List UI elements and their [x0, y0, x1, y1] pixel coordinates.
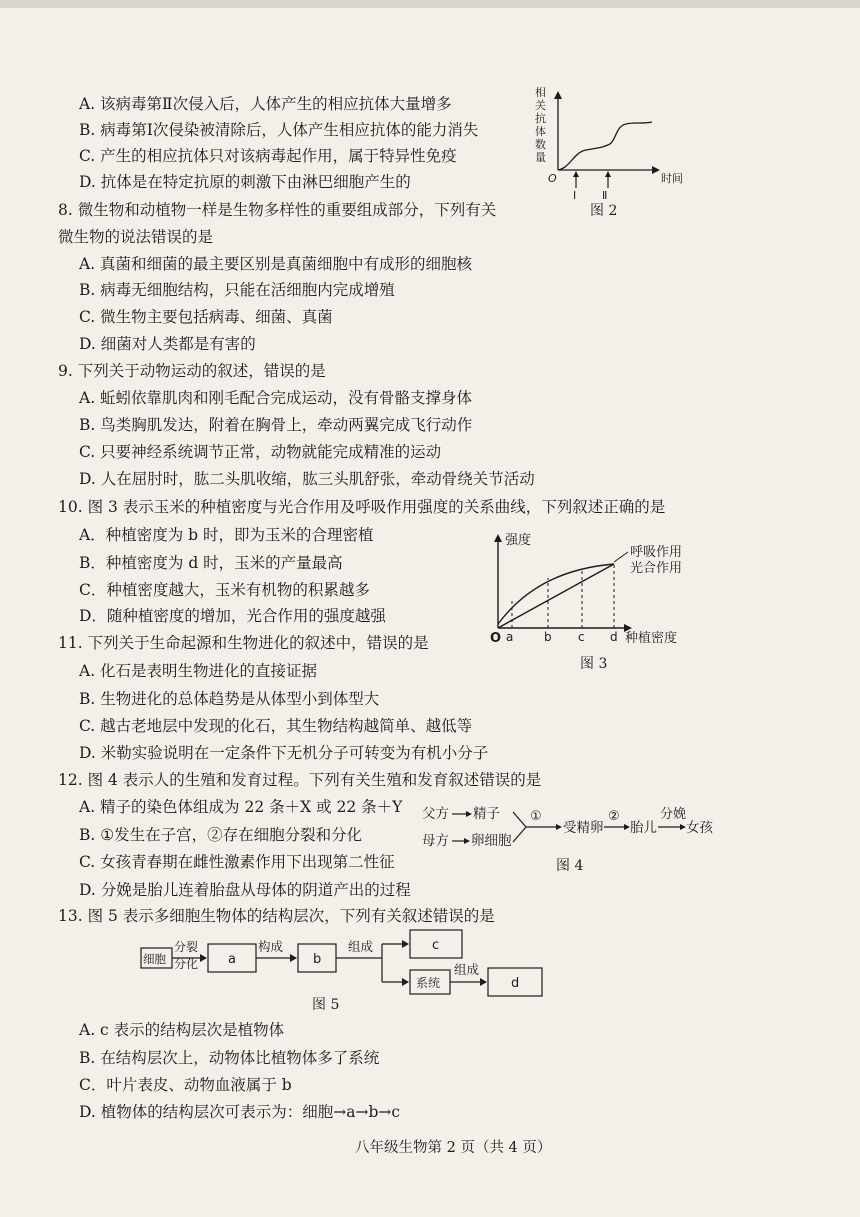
fig4-zygote: 受精卵: [563, 820, 604, 836]
q8-stem-line1: 8. 微生物和动植物一样是生物多样性的重要组成部分，下列有关: [58, 201, 497, 219]
fig3-caption: 图 3: [580, 656, 608, 672]
fig3-tick-a: a: [506, 630, 514, 644]
q9-option-a: A. 蚯蚓依靠肌肉和刚毛配合完成运动，没有骨骼支撑身体: [79, 389, 473, 407]
fig2-caption: 图 2: [590, 203, 618, 219]
fig5-b: b: [313, 952, 322, 967]
fig2-origin: O: [548, 172, 557, 185]
q12-option-c: C. 女孩青春期在雌性激素作用下出现第二性征: [79, 853, 395, 871]
fig5-cell: 细胞: [143, 952, 166, 966]
fig2-xlabel: 时间: [661, 172, 683, 185]
fig2-tick-1: Ⅰ: [573, 189, 577, 202]
fig3-curve-photosynthesis-label: 光合作用: [630, 561, 683, 576]
q8-option-b: B. 病毒无细胞结构，只能在活细胞内完成增殖: [79, 281, 395, 299]
page-footer: 八年级生物第 2 页（共 4 页）: [355, 1140, 552, 1156]
fig3-tick-c: c: [578, 630, 585, 644]
figure-3-density-graph: [488, 526, 688, 646]
fig4-caption: 图 4: [556, 858, 584, 874]
fig5-d: d: [511, 976, 520, 991]
figure-2-antibody-graph: [528, 82, 698, 217]
q11-stem: 11. 下列关于生命起源和生物进化的叙述中，错误的是: [58, 634, 429, 652]
q13-option-a: A. c 表示的结构层次是植物体: [79, 1021, 285, 1039]
fig3-origin: O: [490, 631, 502, 646]
q7-option-a: A. 该病毒第Ⅱ次侵入后，人体产生的相应抗体大量增多: [79, 95, 452, 113]
fig4-girl: 女孩: [686, 820, 713, 836]
fig3-curve-respiration-label: 呼吸作用: [630, 545, 683, 560]
fig4-sperm: 精子: [473, 806, 500, 822]
q7-option-d: D. 抗体是在特定抗原的刺激下由淋巴细胞产生的: [79, 173, 411, 191]
fig2-ylabel-2: 关: [535, 99, 546, 112]
q9-option-b: B. 鸟类胸肌发达，附着在胸骨上，牵动两翼完成飞行动作: [79, 416, 473, 434]
fig2-ylabel-5: 数: [535, 138, 546, 151]
q10-option-c: C．种植密度越大，玉米有机物的积累越多: [79, 581, 370, 599]
scan-edge: [0, 0, 860, 8]
figure-5-hierarchy-diagram: [136, 928, 556, 1000]
q8-stem-line2: 微生物的说法错误的是: [58, 228, 214, 246]
fig5-differentiate: 分化: [174, 957, 199, 971]
q7-option-b: B. 病毒第Ⅰ次侵染被清除后，人体产生相应抗体的能力消失: [79, 121, 479, 139]
fig4-egg: 卵细胞: [471, 833, 512, 849]
q10-option-d: D．随种植密度的增加，光合作用的强度越强: [79, 607, 386, 625]
q11-option-c: C. 越古老地层中发现的化石，其生物结构越简单、越低等: [79, 717, 473, 735]
fig4-fetus: 胎儿: [630, 820, 657, 836]
fig4-birth: 分娩: [660, 807, 687, 822]
q12-option-a: A. 精子的染色体组成为 22 条＋X 或 22 条＋Y: [79, 798, 403, 816]
fig5-compose3: 组成: [454, 962, 480, 977]
q13-stem: 13. 图 5 表示多细胞生物体的结构层次，下列有关叙述错误的是: [58, 907, 495, 925]
q9-option-c: C. 只要神经系统调节正常，动物就能完成精准的运动: [79, 443, 442, 461]
figure-4-reproduction-flow: [420, 802, 720, 854]
q7-option-c: C. 产生的相应抗体只对该病毒起作用，属于特异性免疫: [79, 147, 457, 165]
fig3-respiration-line: [498, 564, 614, 628]
fig5-caption: 图 5: [312, 997, 340, 1013]
q11-option-d: D. 米勒实验说明在一定条件下无机分子可转变为有机小分子: [79, 744, 489, 762]
q13-option-b: B. 在结构层次上，动物体比植物体多了系统: [79, 1049, 380, 1067]
q10-option-b: B．种植密度为 d 时，玉米的产量最高: [79, 554, 343, 572]
q8-option-a: A. 真菌和细菌的最主要区别是真菌细胞中有成形的细胞核: [79, 255, 473, 273]
fig4-step2: ②: [608, 809, 620, 824]
q9-stem: 9. 下列关于动物运动的叙述，错误的是: [58, 362, 326, 380]
fig4-father: 父方: [422, 806, 449, 822]
fig2-antibody-curve: [558, 122, 652, 170]
q13-option-c: C．叶片表皮、动物血液属于 b: [79, 1076, 292, 1094]
q11-option-a: A. 化石是表明生物进化的直接证据: [79, 662, 318, 680]
q9-option-d: D. 人在屈肘时，肱二头肌收缩，肱三头肌舒张，牵动骨绕关节活动: [79, 470, 535, 488]
fig5-system: 系统: [416, 976, 441, 990]
fig3-xlabel: 种植密度: [625, 631, 678, 646]
q13-option-d: D. 植物体的结构层次可表示为：细胞→a→b→c: [79, 1103, 401, 1121]
fig5-c: c: [432, 938, 440, 953]
q12-stem: 12. 图 4 表示人的生殖和发育过程。下列有关生殖和发育叙述错误的是: [58, 771, 542, 789]
fig4-mother: 母方: [422, 833, 449, 849]
fig5-divide: 分裂: [174, 940, 199, 954]
fig3-tick-d: d: [610, 630, 618, 644]
fig5-compose2: 组成: [348, 939, 374, 954]
q11-option-b: B. 生物进化的总体趋势是从体型小到体型大: [79, 690, 380, 708]
fig2-ylabel-4: 体: [535, 125, 546, 138]
q8-option-c: C. 微生物主要包括病毒、细菌、真菌: [79, 308, 333, 326]
q8-option-d: D. 细菌对人类都是有害的: [79, 335, 256, 353]
fig2-ylabel-3: 抗: [535, 112, 546, 125]
fig2-ylabel-1: 相: [535, 86, 546, 99]
fig5-compose1: 构成: [258, 939, 284, 954]
fig4-step1: ①: [530, 809, 542, 824]
q12-option-d: D. 分娩是胎儿连着胎盘从母体的阴道产出的过程: [79, 881, 411, 899]
fig5-a: a: [228, 952, 236, 967]
fig2-tick-2: Ⅱ: [602, 189, 608, 202]
fig2-ylabel-6: 量: [535, 151, 546, 164]
q10-option-a: A．种植密度为 b 时，即为玉米的合理密植: [79, 526, 374, 544]
q10-stem: 10. 图 3 表示玉米的种植密度与光合作用及呼吸作用强度的关系曲线，下列叙述正确的是: [58, 498, 666, 516]
fig3-ylabel: 强度: [505, 533, 532, 548]
fig3-tick-b: b: [544, 630, 552, 644]
q12-option-b: B. ①发生在子宫，②存在细胞分裂和分化: [79, 826, 363, 844]
